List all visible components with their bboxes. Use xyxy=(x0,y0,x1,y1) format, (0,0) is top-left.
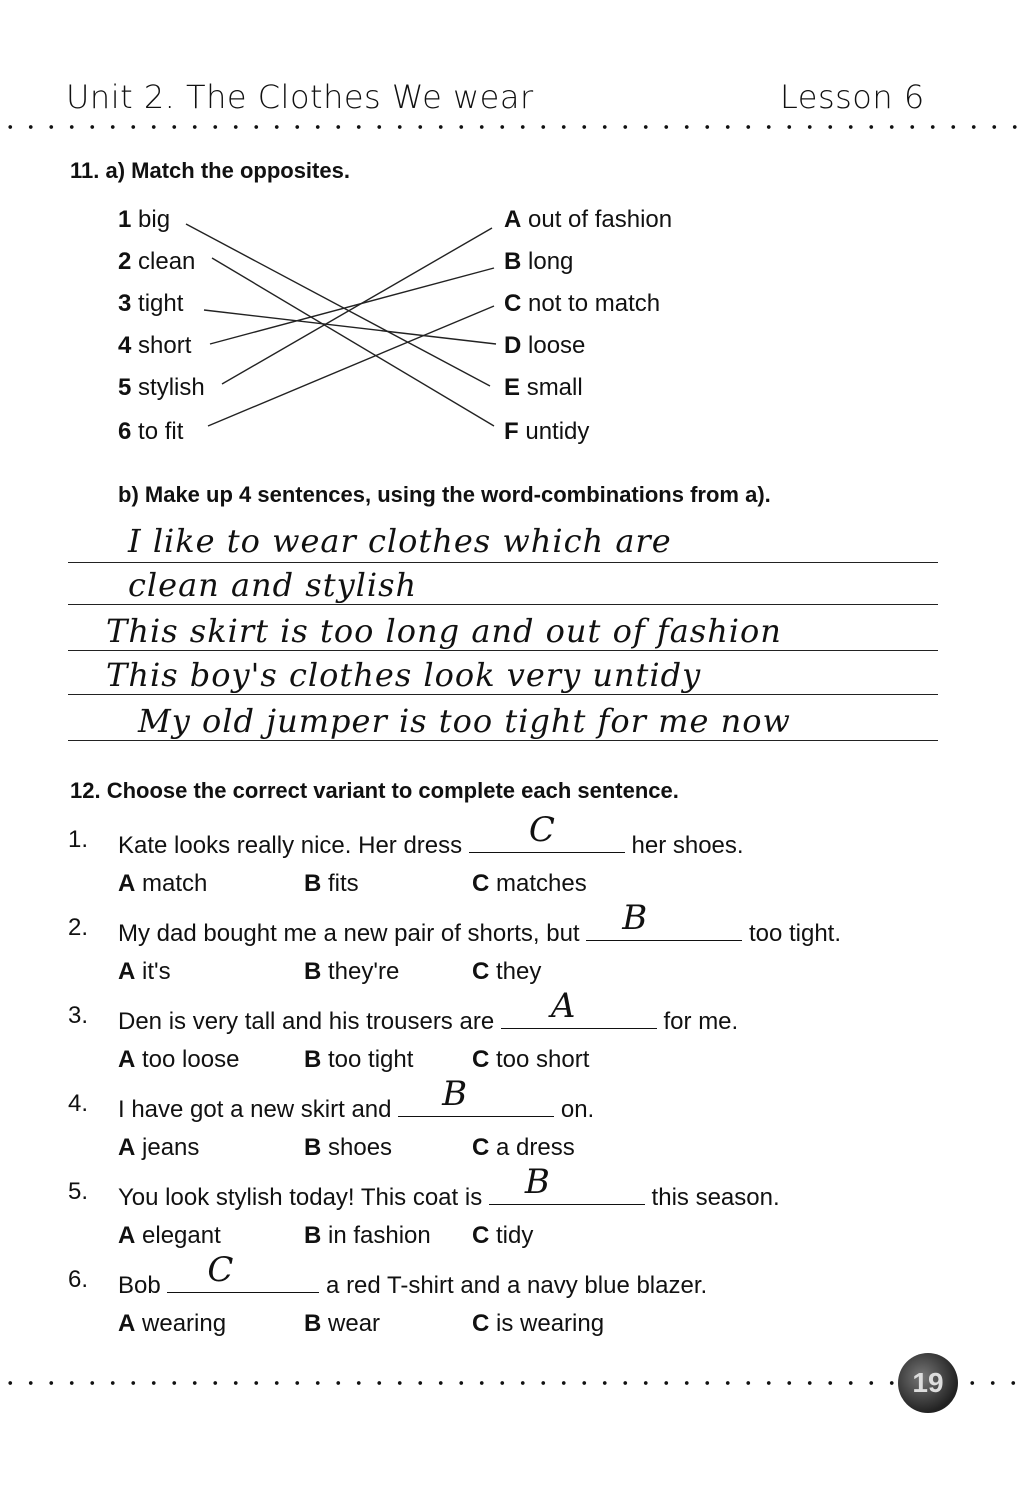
option: C tidy xyxy=(472,1222,534,1249)
handwritten-answer: C xyxy=(207,1250,234,1290)
bottom-dotted-divider-right xyxy=(962,1380,1024,1386)
option: B wear xyxy=(304,1310,381,1337)
question-text-after: on. xyxy=(560,1096,595,1123)
handwritten-answer: A xyxy=(550,986,576,1026)
right-word: untidy xyxy=(525,418,590,445)
right-word: not to match xyxy=(528,290,661,317)
question-sentence xyxy=(118,1074,595,1124)
handwritten-answer: B xyxy=(524,1162,550,1202)
option: C too short xyxy=(472,1046,590,1073)
writing-line xyxy=(68,740,938,741)
question-number: 5. xyxy=(68,1178,89,1205)
question-text: Den is very tall and his trousers are xyxy=(118,1008,495,1035)
left-num: 3 xyxy=(118,290,132,317)
question-text: I have got a new skirt and xyxy=(118,1096,392,1123)
option: B in fashion xyxy=(304,1222,431,1249)
matching-lines xyxy=(0,0,1024,480)
right-letter: B xyxy=(504,248,522,275)
left-word: to fit xyxy=(138,418,184,445)
right-word: small xyxy=(526,374,583,401)
match-line xyxy=(212,258,494,426)
question-text: You look stylish today! This coat is xyxy=(118,1184,483,1211)
question-text-after: her shoes. xyxy=(631,832,744,859)
question-number: 2. xyxy=(68,914,89,941)
answer-blank[interactable] xyxy=(167,1250,319,1293)
match-line xyxy=(204,310,496,344)
question-sentence xyxy=(118,1162,780,1212)
right-letter: D xyxy=(504,332,522,359)
handwritten-sentence: My old jumper is too tight for me now xyxy=(138,702,791,740)
left-num: 4 xyxy=(118,332,132,359)
option: A jeans xyxy=(118,1134,200,1161)
handwritten-sentence: This skirt is too long and out of fashion xyxy=(106,612,782,650)
left-num: 1 xyxy=(118,206,132,233)
writing-line xyxy=(68,562,938,563)
handwritten-answer: B xyxy=(622,898,648,938)
right-letter: A xyxy=(504,206,522,233)
question-number: 6. xyxy=(68,1266,89,1293)
right-letter: C xyxy=(504,290,522,317)
writing-line xyxy=(68,604,938,605)
question-text: My dad bought me a new pair of shorts, but xyxy=(118,920,580,947)
question-number: 1. xyxy=(68,826,89,853)
left-num: 2 xyxy=(118,248,132,275)
question-sentence xyxy=(118,986,739,1036)
match-line xyxy=(186,224,490,386)
option: A match xyxy=(118,870,208,897)
option: B too tight xyxy=(304,1046,414,1073)
option: A too loose xyxy=(118,1046,240,1073)
option: C they xyxy=(472,958,542,985)
handwritten-sentence: clean and stylish xyxy=(128,566,418,604)
ex11b-title: b) Make up 4 sentences, using the word-combinations from a). xyxy=(118,482,771,507)
ex11-title: 11. a) Match the opposites. xyxy=(70,158,350,183)
question-number: 4. xyxy=(68,1090,89,1117)
question-text: Bob xyxy=(118,1272,161,1299)
option: C a dress xyxy=(472,1134,575,1161)
question-text: Kate looks really nice. Her dress xyxy=(118,832,463,859)
left-word: stylish xyxy=(138,374,205,401)
answer-blank[interactable] xyxy=(501,986,657,1029)
match-line xyxy=(222,228,492,384)
question-text-after: for me. xyxy=(663,1008,739,1035)
answer-blank[interactable] xyxy=(469,810,625,853)
writing-line xyxy=(68,694,938,695)
question-text-after: this season. xyxy=(651,1184,780,1211)
option: A it's xyxy=(118,958,171,985)
question-sentence xyxy=(118,1250,708,1300)
left-num: 5 xyxy=(118,374,132,401)
writing-line xyxy=(68,650,938,651)
right-word: loose xyxy=(528,332,586,359)
question-text-after: a red T-shirt and a navy blue blazer. xyxy=(326,1272,708,1299)
handwritten-answer: B xyxy=(442,1074,468,1114)
option: B they're xyxy=(304,958,400,985)
left-num: 6 xyxy=(118,418,132,445)
right-word: long xyxy=(528,248,574,275)
option: C is wearing xyxy=(472,1310,605,1337)
option: C matches xyxy=(472,870,587,897)
lesson-title: Lesson 6 xyxy=(780,78,925,116)
option: A wearing xyxy=(118,1310,227,1337)
right-letter: E xyxy=(504,374,521,401)
handwritten-answer: C xyxy=(528,810,555,850)
question-sentence xyxy=(118,898,841,948)
answer-blank[interactable] xyxy=(489,1162,645,1205)
bottom-dotted-divider xyxy=(0,1380,900,1386)
option: A elegant xyxy=(118,1222,221,1249)
ex12-title: 12. Choose the correct variant to complete each sentence. xyxy=(70,778,679,803)
question-text-after: too tight. xyxy=(748,920,841,947)
left-word: clean xyxy=(138,248,196,275)
right-word: out of fashion xyxy=(528,206,673,233)
page-number-badge: 19 xyxy=(898,1353,958,1413)
question-sentence xyxy=(118,810,744,860)
option: B shoes xyxy=(304,1134,393,1161)
left-word: big xyxy=(138,206,171,233)
option: B fits xyxy=(304,870,359,897)
answer-blank[interactable] xyxy=(398,1074,554,1117)
unit-title: Unit 2. The Clothes We wear xyxy=(66,78,534,116)
left-word: tight xyxy=(138,290,184,317)
match-line xyxy=(210,268,494,344)
left-word: short xyxy=(138,332,192,359)
question-number: 3. xyxy=(68,1002,89,1029)
right-letter: F xyxy=(504,418,519,445)
handwritten-sentence: I like to wear clothes which are xyxy=(128,522,672,560)
handwritten-sentence: This boy's clothes look very untidy xyxy=(106,656,702,694)
answer-blank[interactable] xyxy=(586,898,742,941)
